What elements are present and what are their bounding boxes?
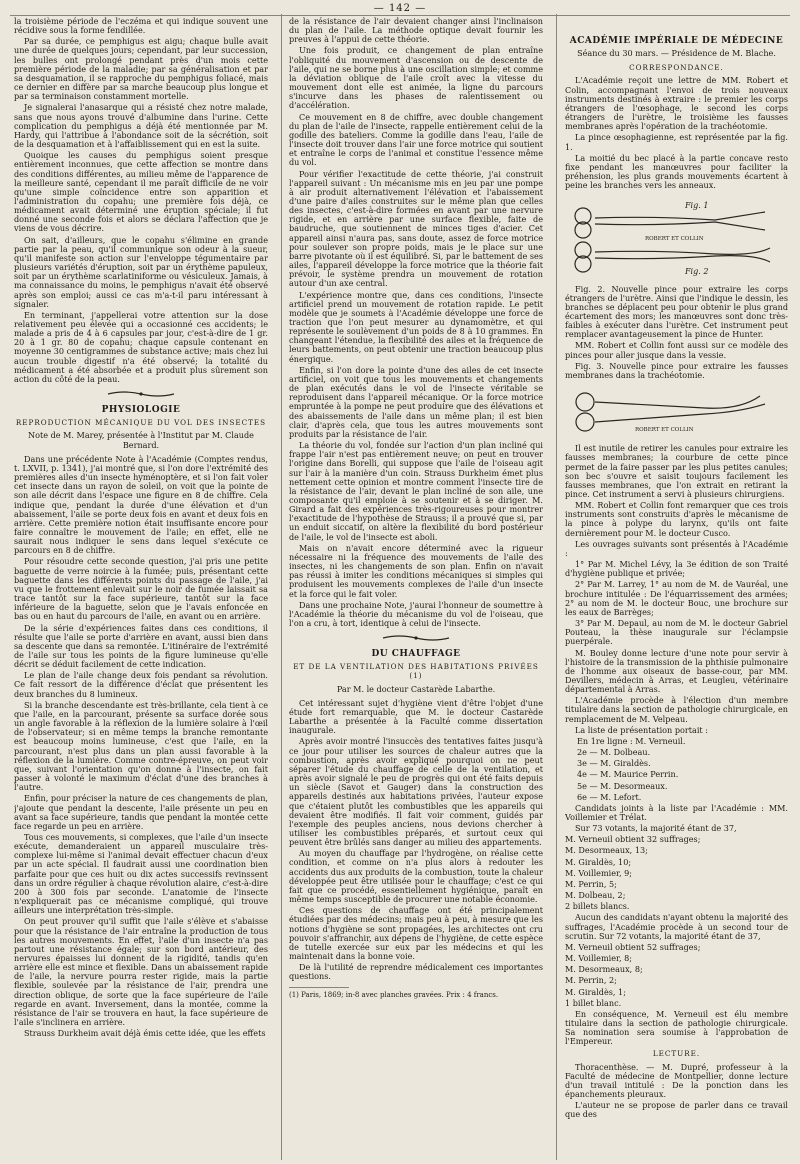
column-3 <box>565 17 788 1157</box>
paragraph: Mais on n'avait encore déterminé avec la rigueur nécessaire ni la fréquence des mouvements de l'aile des insectes, ni les changements de son plan. Enfin on n'avait pas réussi à imiter les conditions mécaniques si simples qui produisent les mouvements complexes de l'aile d'un insecte et la force qui le fait voler. <box>289 542 543 599</box>
list-item: 4e — M. Maurice Perrin. <box>577 769 679 780</box>
paragraph: MM. Robert et Collin font aussi sur ce modèle des pinces pour aller jusque dans la vessie. <box>565 340 788 360</box>
paragraph: La moitié du bec placé à la partie concave resto fixe pendant les manœuvres pour faciliter la préhension, les plus grands mouvements écartent à peine les branches vers les anneaux. <box>565 152 788 191</box>
paragraph: de la résistance de l'air devaient changer ainsi l'inclinaison du plan de l'aile. La méthode optique devait fournir les preuves à l'appui de cette théorie. <box>289 17 543 45</box>
figure-label: Fig. 1 <box>685 200 709 210</box>
paragraph: 3° Par M. Depaul, au nom de M. le docteur Gabriel Pouteau, la thèse inaugurale sur l'éclampsie puerpérale. <box>565 618 788 647</box>
paragraph: Pour vérifier l'exactitude de cette théorie, j'ai construit l'appareil suivant : Un mécanisme mis en jeu par une pompe à air produit alternativement l'élévation et l'abaissement d'une paire d'ailes construites sur le même plan que celles des insectes, c'est-à-dire formées en avant par une nervure rigide, et en arrière par une surface flexible, faite de baudruche, que soutiennent de minces tiges d'acier. Cet appareil ainsi n'aura pas, sans doute, assez de force motrice pour soulever son propre poids, mais je le place sur une barre pivotante où il est équilibré. Si, par le battement de ses ailes, l'appareil développe la force motrice que la théorie fait prévoir, le système prendra un mouvement de rotation autour d'un axe central. <box>289 168 543 289</box>
vote-line: M. Giraldès, 10; <box>565 856 632 867</box>
column-rule-2 <box>556 14 557 1160</box>
ornament-divider <box>14 390 268 400</box>
paragraph: Il est inutile de retirer les canules pour extraire les fausses membranes; la courbure de cette pince permet de la faire passer par les plus petites canules; son bec s'ouvre et saisit toujours facilement les fausses membranes, que l'on extrait en retirant la pince. Cet instrument a servi à plusieurs chirurgiens. <box>565 443 788 499</box>
maker-mark: ROBERT ET COLLIN <box>645 235 704 242</box>
paragraph: Par sa durée, ce pemphigus est aigu; chaque bulle avait une durée de quelques jours; cependant, par leur succession, les bulles ont prolongé pendant près d'un mois cette première période de la maladie; par sa généralisation et par sa desquamation, il se rapproche du pemphigus foliacé, mais ce dernier en diffère par sa marche beaucoup plus longue et par sa terminaison constamment mortelle. <box>14 36 268 102</box>
vote-line: M. Perrin, 2; <box>565 975 617 986</box>
paragraph: Une fois produit, ce changement de plan entraîne l'obliquité du mouvement d'ascension ou de descente de l'aile, qui ne se borne plus à une oscillation simple; et comme la déviation oblique de l'aile croît avec la vitesse du mouvement dont elle est animée, la ligne du parcours s'incurve dans les phases de ralentissement ou d'accélération. <box>289 45 543 111</box>
paragraph: Dans une prochaine Note, j'aurai l'honneur de soumettre à l'Académie la théorie du mécanisme du vol de l'oiseau, que l'on a cru, à tort, identique à celui de l'insecte. <box>289 599 543 628</box>
vote-line: M. Voillemier, 8; <box>565 953 633 964</box>
section-title-chauffage: DU CHAUFFAGE <box>371 649 461 660</box>
session-line: Séance du 30 mars. — Présidence de M. Blache. <box>577 48 776 59</box>
paragraph: De là l'utilité de reprendre médicalement ces importantes questions. <box>289 962 543 982</box>
paragraph: Je signalerai l'anasarque qui a résisté chez notre malade, sans que nous ayons trouvé d'albumine dans l'urine. Cette complication du pemphigus a déjà été mentionnée par M. Hardy, qui l'attribue à l'abondance soit de la sécrétion, soit de la desquamation et à l'affaiblissement qui en est la suite. <box>14 102 268 150</box>
column-2 <box>289 17 543 1157</box>
list-item: 6e — M. Lefort. <box>577 791 642 802</box>
ornament-divider <box>289 634 543 644</box>
paragraph: Aucun des candidats n'ayant obtenu la majorité des suffrages, l'Académie procède à un second tour de scrutin. Sur 72 votants, la majorité étant de 37, <box>565 912 788 941</box>
figure-label: Fig. 2 <box>685 266 709 276</box>
paragraph: la troisième période de l'eczéma et qui indique souvent une récidive sous la forme fendillée. <box>14 17 268 36</box>
paragraph: M. Bouley donne lecture d'une note pour servir à l'histoire de la transmission de la phthisie pulmonaire de l'homme aux oiseaux de basse-cour, par MM. Devillers, médecin à Arras, et Leugleu, vétérinaire départemental à Arras. <box>565 647 788 695</box>
top-rule <box>10 15 790 16</box>
paragraph: 1° Par M. Michel Lévy, la 3e édition de son Traité d'hygiène publique et privée; <box>565 559 788 579</box>
paragraph: Quoique les causes du pemphigus soient presque entièrement inconnues, que cette affection se montre dans des conditions différentes, au milieu même de l'apparence de la meilleure santé, cependant il me paraît difficile de ne voir qu'une simple coïncidence entre son apparition et l'administration du copahu; une première fois déjà, ce médicament avait déterminé une éruption spéciale; il fut donné une seconde fois et alors se déclara l'affection que je viens de vous décrire. <box>14 150 268 234</box>
paragraph: La théorie du vol, fondée sur l'action d'un plan incliné qui frappe l'air n'est pas entièrement neuve; on peut en trouver l'origine dans Borelli, qui suppose que l'aile de l'oiseau agit sur l'air à la manière d'un coin. Strauss Durkheim émet plus nettement cette opinion et montre comment l'insecte tire de la résistance de l'air, devant le plan incliné de son aile, une composante qu'il emploie à se soutenir et à se diriger. M. Girard a fait des expériences très-rigoureuses pour montrer l'exactitude de l'hypothèse de Strauss; il a prouvé que si, par un enduit siccatif, on altère la flexibilité du bord postérieur de l'aile, le vol de l'insecte est aboli. <box>289 440 543 542</box>
paragraph: 2° Par M. Larrey, 1° au nom de M. de Vauréal, une brochure intitulée : De l'équarrissement des armées; 2° au nom de M. le docteur Bouc, une brochure sur les eaux de Barrèges; <box>565 579 788 617</box>
paragraph: Au moyen du chauffage par l'hydrogène, on réalise cette condition, et comme on n'a plus alors à redouter les accidents dus aux produits de la combustion, toute la chaleur développée peut être utilisée pour le chauffage; c'est ce qui fait que ce procédé, essentiellement hygiénique, paraît en même temps susceptible de procurer une notable économie. <box>289 848 543 905</box>
paragraph: Fig. 3. Nouvelle pince pour extraire les fausses membranes dans la trachéotomie. <box>565 360 788 380</box>
paragraph: Strauss Durkheim avait déjà émis cette idée, que les effets <box>24 1028 266 1039</box>
paragraph: De la série d'expériences faites dans ces conditions, il résulte que l'aile se porte d'arrière en avant, aussi bien dans sa descente que dans sa remontée. L'itinéraire de l'extrémité de l'aile sur tous les points de la figure lumineuse qu'elle décrit se déduit facilement de cette indication. <box>14 622 268 670</box>
paragraph: Le plan de l'aile change deux fois pendant sa révolution. Ce fait ressort de la différence d'éclat que présentent les deux branches du 8 lumineux. <box>14 670 268 699</box>
vote-line: M. Desormeaux, 8; <box>565 964 643 975</box>
section-title-physiologie: PHYSIOLOGIE <box>101 405 181 416</box>
column-1 <box>14 17 268 1157</box>
paragraph: MM. Robert et Collin font remarquer que ces trois instruments sont construits d'après le mécanisme de la pince à polype du larynx, qu'ils ont faite dernièrement pour M. le docteur Cusco. <box>565 500 788 538</box>
article-subtitle: ET DE LA VENTILATION DES HABITATIONS PRIVÉES (1) <box>293 662 539 681</box>
figure-tracheotomy-forceps <box>565 386 788 438</box>
paragraph: Fig. 2. Nouvelle pince pour extraire les corps étrangers de l'urètre. Ainsi que l'indique le dessin, les branches se déplacent peu pour obtenir le plus grand écartement des mors; les manœuvres sont donc très-faibles à exécuter dans l'urètre. Cet instrument peut remplacer avantageusement la pince de Hunter. <box>565 283 788 340</box>
paragraph: Dans une précédente Note à l'Académie (Comptes rendus, t. LXVII, p. 1341), j'ai montré que, si l'on dore l'extrémité des premières ailes d'un insecte hyménoptère, et si l'on fait voler cet insecte dans un rayon de soleil, on voit que la pointe de son aile décrit dans l'espace une figure en 8 de chiffre. Cela indique que, pendant la durée d'une élévation et d'un abaissement, l'aile se porte deux fois en avant et deux fois en arrière. Cette première notion était insuffisante encore pour faire connaître le mouvement de l'aile; en effet, elle ne saurait nous indiquer le sens dans lequel s'exécute ce parcours en 8 de chiffre. <box>14 453 268 556</box>
vote-line: M. Dolbeau, 2; <box>565 890 626 901</box>
paragraph: L'auteur ne se propose de parler dans ce travail que des <box>565 1100 788 1120</box>
subsection-lecture: LECTURE. <box>652 1049 701 1059</box>
paragraph: Thoracenthèse. — M. Dupré, professeur à la Faculté de médecine de Montpellier, donne lecture d'un travail intitulé : De la ponction dans les épanchements pleuraux. <box>565 1061 788 1100</box>
subsection-correspondance: CORRESPONDANCE. <box>629 63 724 73</box>
paragraph: L'expérience montre que, dans ces conditions, l'insecte artificiel prend un mouvement de rotation rapide. Le petit modèle que je soumets à l'Académie développe une force de traction que l'on peut mesurer au dynamomètre, et qui représente le soulèvement d'un poids de 8 à 10 grammes. En changeant l'étendue, la flexibilité des ailes et la fréquence de leurs battements, on peut obtenir une traction beaucoup plus énergique. <box>289 289 543 364</box>
list-item: 2e — M. Dolbeau. <box>577 747 651 758</box>
paragraph: En terminant, j'appellerai votre attention sur la dose relativement peu élevée qui a occasionné ces accidents; le malade a pris de 4 à 6 capsules par jour, c'est-à-dire de 1 gr. 20 à 1 gr. 80 de copahu; chaque capsule contenant en moyenne 30 centigrammes de substance active; mais chez lui aucun trouble digestif n'a été observé; la totalité du médicament a été absorbée et a produit plus sûrement son action du côté de la peau. <box>14 309 268 384</box>
paragraph: L'Académie procède à l'élection d'un membre titulaire dans la section de pathologie chirurgicale, en remplacement de M. Velpeau. <box>565 695 788 724</box>
paragraph: Si la branche descendante est très-brillante, cela tient à ce que l'aile, en la parcourant, présente sa surface dorée sous un angle favorable à la réflexion de la lumière solaire à l'œil de l'observateur; si en même temps la branche remontante est beaucoup moins lumineuse, c'est que l'aile, en la parcourant, n'est plus dans un plan aussi favorable à la réflexion de la lumière. Comme contre-épreuve, on peut voir que, suivant l'orientation qu'on donne à l'insecte, on fait passer à volonté le maximum d'éclat d'une des branches à l'autre. <box>14 699 268 793</box>
vote-line: M. Voillemier, 9; <box>565 867 633 878</box>
paragraph: Enfin, si l'on dore la pointe d'une des ailes de cet insecte artificiel, on voit que tous les mouvements et changements de plan exécutés dans le vol de l'insecte véritable se reproduisent dans l'appareil mécanique. Or la force motrice empruntée à la pompe ne peut produire que des élévations et des abaissements de l'aile dans un même plan; il est bien clair, d'après cela, que tous les autres mouvements sont produits par la résistance de l'air. <box>289 364 543 439</box>
maker-mark: ROBERT ET COLLIN <box>635 427 694 434</box>
paragraph: La liste de présentation portait : <box>575 724 708 735</box>
paragraph: Les ouvrages suivants sont présentés à l'Académie : <box>565 538 788 558</box>
paragraph: Cet intéressant sujet d'hygiène vient d'être l'objet d'une étude fort remarquable, que M. le docteur Castarède Labarthe a présentée à la Faculté comme dissertation inaugurale. <box>289 697 543 736</box>
paragraph: Ce mouvement en 8 de chiffre, avec double changement du plan de l'aile de l'insecte, rappelle entièrement celui de la godille des bateliers. Comme la godille dans l'eau, l'aile de l'insecte doit trouver dans l'air une force motrice qui soutient et entraîne le corps de l'animal et constitue l'essence même du vol. <box>289 111 543 168</box>
article-byline: Par M. le docteur Castarède Labarthe. <box>336 683 496 694</box>
page-number: — 142 — <box>373 3 427 14</box>
paragraph: Sur 73 votants, la majorité étant de 37, <box>575 823 737 834</box>
vote-line: M. Verneuil obtient 32 suffrages; <box>565 834 701 845</box>
paragraph: En conséquence, M. Verneuil est élu membre titulaire dans la section de pathologie chirurgicale. Sa nomination sera soumise à l'approbation de l'Empereur. <box>565 1008 788 1047</box>
vote-line: M. Desormeaux, 13; <box>565 845 648 856</box>
list-item: En 1re ligne : M. Verneuil. <box>577 735 686 746</box>
paragraph: La pince œsophagienne, est représentée par la fig. 1. <box>565 132 788 152</box>
vote-line: 1 billet blanc. <box>565 997 622 1008</box>
paragraph: Candidats joints à la liste par l'Académie : MM. Voillemier et Trélat. <box>565 802 788 822</box>
figure-forceps <box>565 196 788 278</box>
column-rule-1 <box>281 14 282 1160</box>
vote-line: M. Perrin, 5; <box>565 878 617 889</box>
article-subtitle: REPRODUCTION MÉCANIQUE DU VOL DES INSECTES <box>15 418 267 428</box>
paragraph: Après avoir montré l'insuccès des tentatives faites jusqu'à ce jour pour utiliser les sources de chaleur autres que la combustion, après avoir expliqué pourquoi on ne peut séparer l'étude du chauffage de celle de la ventilation, et après avoir signalé le peu de progrès qui ont été faits depuis un siècle (Savot et Gauger) dans la construction des appareils destinés aux habitations privées, l'auteur expose que c'étaient plutôt les combustibles que les appareils qui devaient être modifiés. Il fait voir comment, guidés par l'exemple des peuples anciens, nous devions chercher à utiliser les combustibles préparés, et surtout ceux qui peuvent être brûlés sans danger au milieu des appartements. <box>289 736 543 848</box>
section-title-academie: ACADÉMIE IMPÉRIALE DE MÉDECINE <box>569 36 784 46</box>
paragraph: On sait, d'ailleurs, que le copahu s'élimine en grande partie par la peau, qu'il communique son odeur à la sueur, qu'il manifeste son action sur l'enveloppe tégumentaire par plusieurs variétés d'éruption, soit par un érythème papuleux, soit par un érythème scarlatiniforme ou vésiculeux. Jamais, à ma connaissance du moins, le pemphigus n'avait été observé après son emploi; aussi ce cas m'a-t-il paru intéressant à signaler. <box>14 234 268 309</box>
list-item: 5e — M. Desormeaux. <box>577 780 668 791</box>
paragraph: Tous ces mouvements, si complexes, que l'aile d'un insecte exécute, demanderaient un appareil musculaire très-complexe lui-même si l'animal devait effectuer chacun d'eux par un acte spécial. Il faudrait aussi une coordination bien parfaite pour que ces huit ou dix actes successifs revinssent dans un ordre régulier à chaque révolution alaire, c'est-à-dire 200 à 300 fois par seconde. L'anatomie de l'insecte n'expliquerait pas ce mécanisme compliqué, qui trouve ailleurs une interprétation très-simple. <box>14 831 268 916</box>
candidate-list <box>565 737 788 802</box>
vote-line: M. Giraldès, 1; <box>565 986 626 997</box>
paragraph: Enfin, pour préciser la nature de ces changements de plan, j'ajoute que pendant la descente, l'aile présente un peu en avant sa face supérieure, tandis que pendant la montée cette face regarde un peu en arrière. <box>14 793 268 831</box>
list-item: 3e — M. Giraldès. <box>577 758 651 769</box>
vote-line: M. Verneuil obtient 52 suffrages; <box>565 941 701 952</box>
vote-line: 2 billets blancs. <box>565 901 630 912</box>
article-byline: Note de M. Marey, présentée à l'Institut par M. Claude Bernard. <box>28 430 254 450</box>
paragraph: Ces questions de chauffage ont été principalement étudiées par des médecins; mais peu à peu, à mesure que les notions d'hygiène se sont propagées, les architectes ont cru pouvoir s'affranchir, aux dépens de l'hygiène, de cette espèce de tutelle exercée sur eux par les médecins et qui les maintenait dans la bonne voie. <box>289 905 543 961</box>
paragraph: Pour résoudre cette seconde question, j'ai pris une petite baguette de verre noircie à la fumée; puis, présentant cette baguette dans les différents points du passage de l'aile, j'ai vu que le frottement enlevait sur le noir de fumée laissait sa trace tantôt sur la face supérieure, tantôt sur la face inférieure de la baguette, selon que je l'avais enfoncée en bas ou en haut du parcours de l'aile, en avant ou en arrière. <box>14 556 268 622</box>
paragraph: L'Académie reçoit une lettre de MM. Robert et Colin, accompagnant l'envoi de trois nouveaux instruments destinés à extraire : le premier les corps étrangers de l'œsophage, le second les corps étrangers de l'urètre, le troisième les fausses membranes après l'opération de la trachéotomie. <box>565 75 788 132</box>
footnote: (1) Paris, 1869; in-8 avec planches gravées. Prix : 4 francs. <box>289 991 499 1000</box>
paragraph: On peut prouver qu'il suffit que l'aile s'élève et s'abaisse pour que la résistance de l'air entraîne la production de tous les autres mouvements. En effet, l'aile d'un insecte n'a pas partout une résistance égale; sur son bord antérieur, des nervures épaisses lui donnent de la rigidité, tandis qu'en arrière elle est mince et flexible. Dans un abaissement rapide de l'aile, la nervure pourra rester rigide, mais la partie flexible, soulevée par la résistance de l'air, prendra une direction oblique, de sorte que la face supérieure de l'aile regarde en avant. Inversement, dans la montée, comme la résistance de l'air se trouvera en haut, la face supérieure de l'aile s'inclinera en arrière. <box>14 916 268 1028</box>
footnote-rule <box>289 987 349 988</box>
